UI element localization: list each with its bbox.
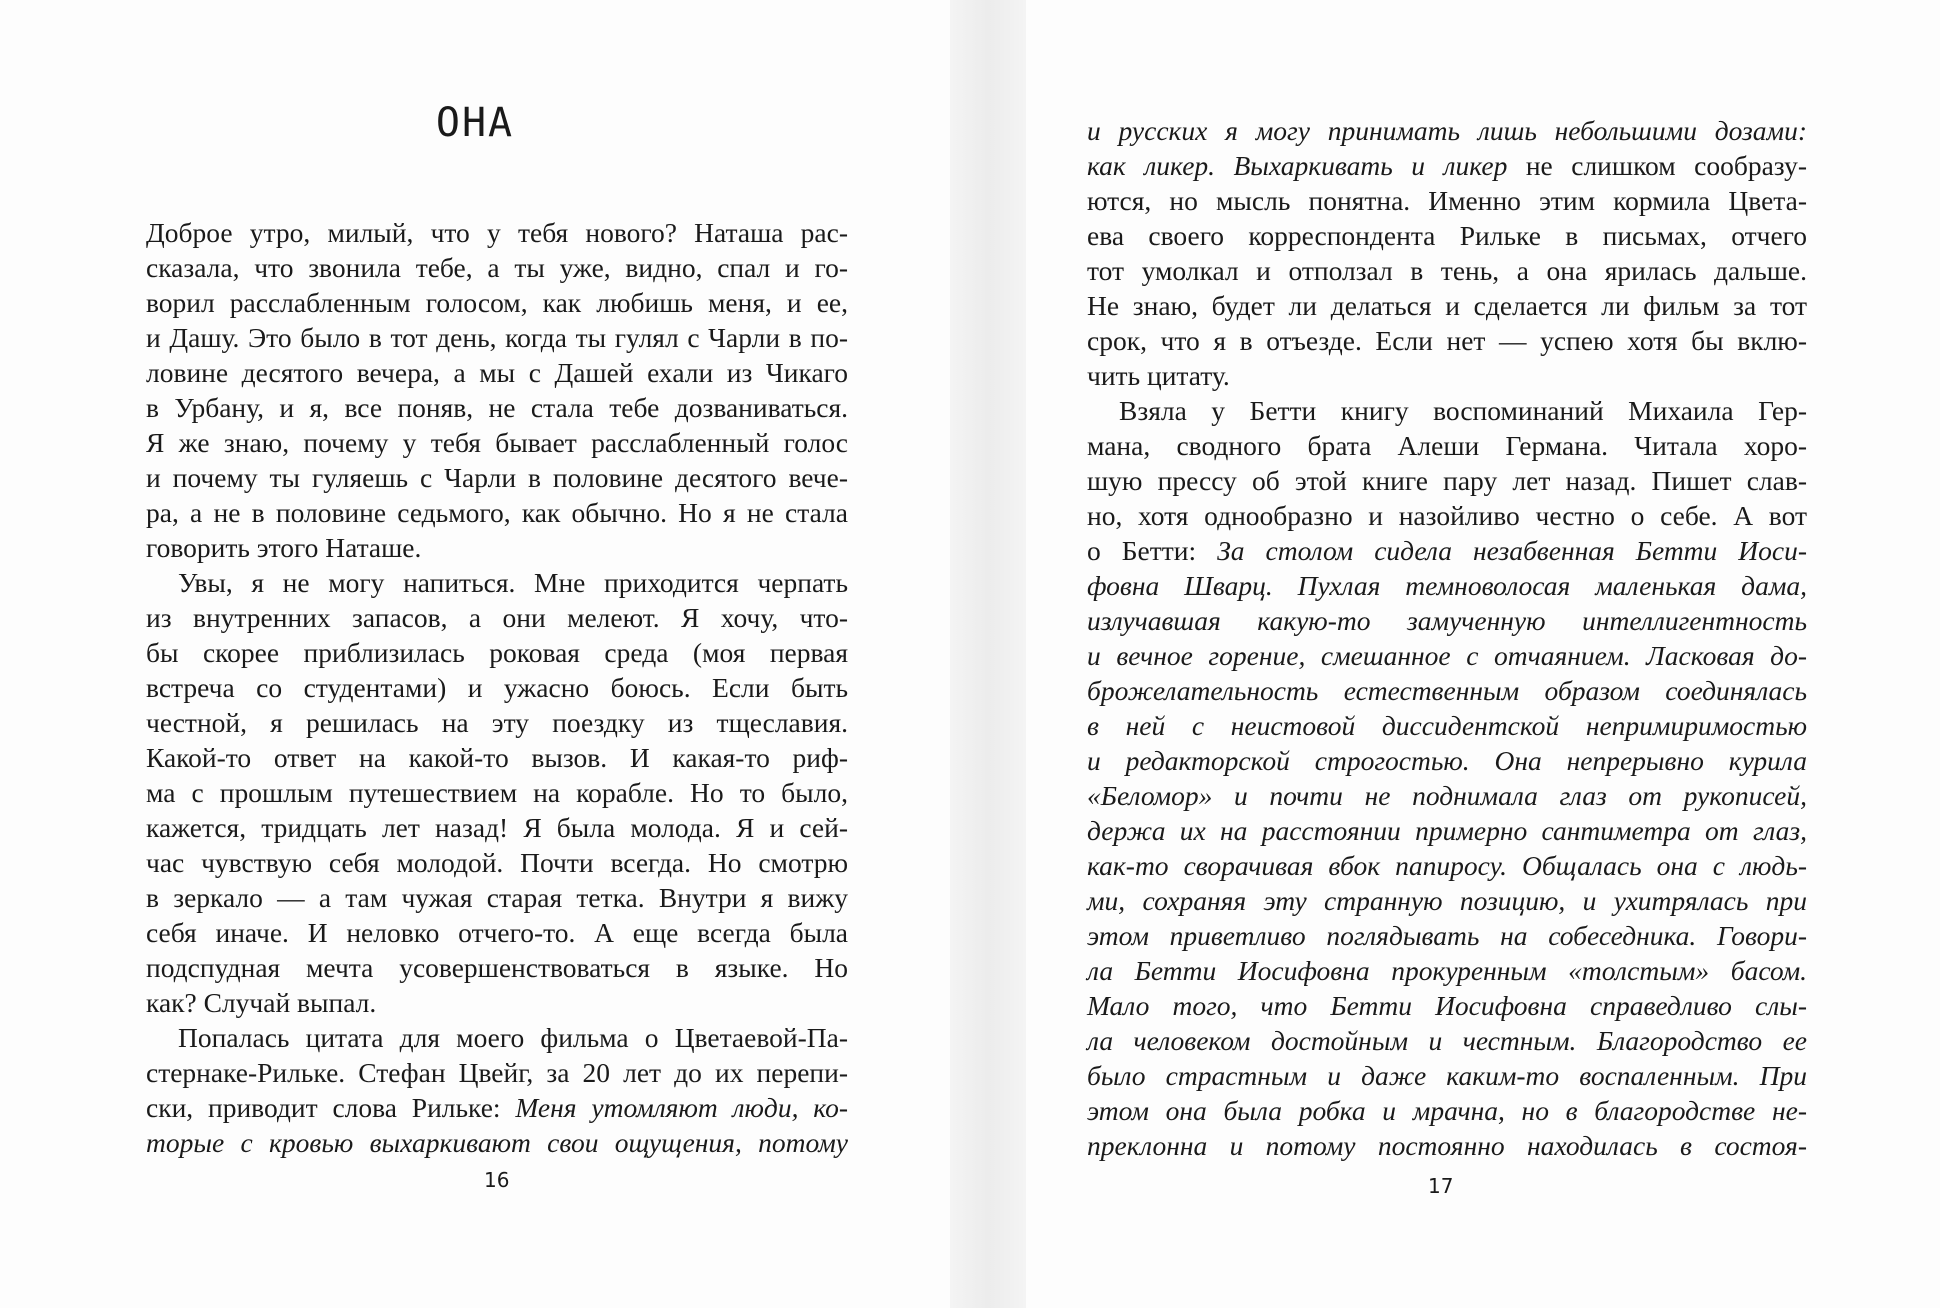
text-segment: о Бетти: <box>1087 535 1218 566</box>
text-line <box>146 740 848 775</box>
text-line <box>1087 1058 1807 1093</box>
chapter-title: ОНА <box>435 100 515 146</box>
text-line <box>1087 1023 1807 1058</box>
text-segment: шую прессу об этой книге пару лет назад. Пишет слав- <box>1087 465 1807 496</box>
text-segment: в зеркало — а там чужая старая тетка. Внутри я вижу <box>146 882 848 913</box>
text-line <box>1087 813 1807 848</box>
text-line <box>146 460 848 495</box>
text-line <box>1087 918 1807 953</box>
text-line <box>146 845 848 880</box>
text-segment: ются, но мысль понятна. Именно этим кормила Цвета- <box>1087 185 1807 216</box>
text-line <box>146 985 848 1020</box>
text-segment: и почему ты гуляешь с Чарли в половине десятого вече- <box>146 462 848 493</box>
text-line <box>1087 568 1807 603</box>
text-segment: себя иначе. И неловко отчего-то. А еще всегда была <box>146 917 848 948</box>
text-line <box>1087 883 1807 918</box>
text-segment: как? Случай выпал. <box>146 987 377 1018</box>
text-segment: час чувствую себя молодой. Почти всегда. Но смотрю <box>146 847 848 878</box>
left-page-text <box>146 215 848 1160</box>
italic-segment: этом приветливо поглядывать на собеседника. Говори- <box>1087 920 1807 951</box>
text-line <box>1087 1093 1807 1128</box>
italic-segment: и русских я могу принимать лишь небольшими дозами: <box>1087 115 1807 146</box>
text-line <box>1087 708 1807 743</box>
text-line <box>146 635 848 670</box>
text-segment: бы скорее приблизилась роковая среда (моя первая <box>146 637 848 668</box>
text-line <box>146 320 848 355</box>
text-segment: ворил расслабленным голосом, как любишь меня, и ее, <box>146 287 848 318</box>
text-segment: ловине десятого вечера, а мы с Дашей ехали из Чикаго <box>146 357 848 388</box>
text-segment: из внутренних запасов, а они мелеют. Я хочу, что- <box>146 602 848 633</box>
italic-segment: как-то сворачивая вбок папиросу. Общалась она с людь- <box>1087 850 1807 881</box>
text-line <box>1087 393 1807 428</box>
text-line <box>146 670 848 705</box>
text-line <box>1087 1128 1807 1163</box>
text-line <box>1087 603 1807 638</box>
italic-segment: этом она была робка и мрачна, но в благородстве не- <box>1087 1095 1807 1126</box>
italic-segment: было страстным и даже каким-то воспаленным. При <box>1087 1060 1807 1091</box>
text-line <box>1087 428 1807 463</box>
text-line <box>146 530 848 565</box>
text-segment: Взяла у Бетти книгу воспоминаний Михаила Гер- <box>1119 395 1807 426</box>
text-line <box>1087 778 1807 813</box>
text-line <box>146 425 848 460</box>
text-line <box>146 880 848 915</box>
text-segment: Какой-то ответ на какой-то вызов. И какая-то риф- <box>146 742 848 773</box>
text-line <box>146 600 848 635</box>
italic-segment: ми, сохраняя эту странную позицию, и ухитрялась при <box>1087 885 1807 916</box>
text-segment: мана, сводного брата Алеши Германа. Читала хоро- <box>1087 430 1807 461</box>
text-segment: не слишком сообразу- <box>1507 150 1807 181</box>
text-line <box>1087 183 1807 218</box>
italic-segment: преклонна и потому постоянно находилась в состоя- <box>1087 1130 1807 1161</box>
text-line <box>1087 638 1807 673</box>
text-line <box>146 390 848 425</box>
text-line <box>146 1020 848 1055</box>
italic-segment: как ликер. Выхаркивать и ликер <box>1087 150 1508 181</box>
italic-segment: ла человеком достойным и честным. Благородство ее <box>1087 1025 1807 1056</box>
text-segment: подспудная мечта усовершенствоваться в языке. Но <box>146 952 848 983</box>
text-segment: Я же знаю, почему у тебя бывает расслабленный голос <box>146 427 848 458</box>
text-segment: Доброе утро, милый, что у тебя нового? Наташа рас- <box>146 217 848 248</box>
italic-segment: Мало того, что Бетти Иосифовна справедливо слы- <box>1087 990 1807 1021</box>
text-line <box>1087 253 1807 288</box>
text-segment: ева своего корреспондента Рильке в письмах, отчего <box>1087 220 1807 251</box>
text-line <box>146 775 848 810</box>
text-segment: но, хотя однообразно и назойливо честно о себе. А вот <box>1087 500 1807 531</box>
italic-segment: излучавшая какую-то замученную интеллигентность <box>1087 605 1807 636</box>
text-line <box>146 1090 848 1125</box>
italic-segment: фовна Шварц. Пухлая темноволосая маленькая дама, <box>1087 570 1807 601</box>
text-line <box>146 355 848 390</box>
italic-segment: За столом сидела незабвенная Бетти Иоси- <box>1217 535 1808 566</box>
left-page <box>0 0 950 1308</box>
text-segment: говорить этого Наташе. <box>146 532 422 563</box>
book-gutter <box>950 0 1026 1308</box>
text-segment: Не знаю, будет ли делаться и сделается ли фильм за тот <box>1087 290 1807 321</box>
text-line <box>146 950 848 985</box>
text-segment: ски, приводит слова Рильке: <box>146 1092 516 1123</box>
text-line <box>146 915 848 950</box>
text-line <box>146 285 848 320</box>
text-segment: в Урбану, и я, все поняв, не стала тебе дозваниваться. <box>146 392 848 423</box>
text-segment: Попалась цитата для моего фильма о Цветаевой-Па- <box>178 1022 848 1053</box>
text-line <box>1087 673 1807 708</box>
text-line <box>1087 988 1807 1023</box>
text-line <box>1087 498 1807 533</box>
text-line <box>1087 848 1807 883</box>
right-page-text <box>1087 113 1807 1163</box>
text-line <box>146 495 848 530</box>
text-line <box>1087 743 1807 778</box>
italic-segment: ла Бетти Иосифовна прокуренным «толстым» басом. <box>1087 955 1807 986</box>
page-number-right: 17 <box>1428 1174 1454 1198</box>
italic-segment: брожелательность естественным образом соединялась <box>1087 675 1807 706</box>
text-line <box>146 1125 848 1160</box>
text-line <box>146 810 848 845</box>
text-segment: ма с прошлым путешествием на корабле. Но то было, <box>146 777 848 808</box>
text-segment: Увы, я не могу напиться. Мне приходится черпать <box>178 567 848 598</box>
text-line <box>1087 323 1807 358</box>
text-line <box>1087 288 1807 323</box>
text-segment: ра, а не в половине седьмого, как обычно. Но я не стала <box>146 497 848 528</box>
italic-segment: торые с кровью выхаркивают свои ощущения, потому <box>146 1127 848 1158</box>
text-segment: честной, я решилась на эту поездку из тщеславия. <box>146 707 848 738</box>
page-number-left: 16 <box>484 1168 510 1192</box>
text-segment: встреча со студентами) и ужасно боюсь. Если быть <box>146 672 848 703</box>
text-line <box>1087 463 1807 498</box>
italic-segment: и редакторской строгостью. Она непрерывно курила <box>1087 745 1807 776</box>
text-segment: сказала, что звонила тебе, а ты уже, видно, спал и го- <box>146 252 848 283</box>
italic-segment: Меня утомляют люди, ко- <box>515 1092 848 1123</box>
right-page <box>1026 0 1940 1308</box>
text-line <box>146 250 848 285</box>
text-segment: чить цитату. <box>1087 360 1230 391</box>
text-segment: тот умолкал и отползал в тень, а она ярилась дальше. <box>1087 255 1807 286</box>
italic-segment: в ней с неистовой диссидентской непримиримостью <box>1087 710 1807 741</box>
text-segment: стернаке-Рильке. Стефан Цвейг, за 20 лет до их перепи- <box>146 1057 848 1088</box>
text-line <box>1087 533 1807 568</box>
text-line <box>1087 358 1807 393</box>
text-line <box>1087 148 1807 183</box>
text-line <box>146 565 848 600</box>
text-line <box>146 1055 848 1090</box>
text-line <box>1087 113 1807 148</box>
text-segment: и Дашу. Это было в тот день, когда ты гулял с Чарли в по- <box>146 322 848 353</box>
text-segment: срок, что я в отъезде. Если нет — успею хотя бы вклю- <box>1087 325 1807 356</box>
italic-segment: и вечное горение, смешанное с отчаянием. Ласковая до- <box>1087 640 1807 671</box>
italic-segment: держа их на расстоянии примерно сантиметра от глаз, <box>1087 815 1807 846</box>
text-line <box>1087 218 1807 253</box>
text-segment: кажется, тридцать лет назад! Я была молода. Я и сей- <box>146 812 848 843</box>
text-line <box>1087 953 1807 988</box>
italic-segment: «Беломор» и почти не поднимала глаз от рукописей, <box>1087 780 1807 811</box>
text-line <box>146 705 848 740</box>
text-line <box>146 215 848 250</box>
